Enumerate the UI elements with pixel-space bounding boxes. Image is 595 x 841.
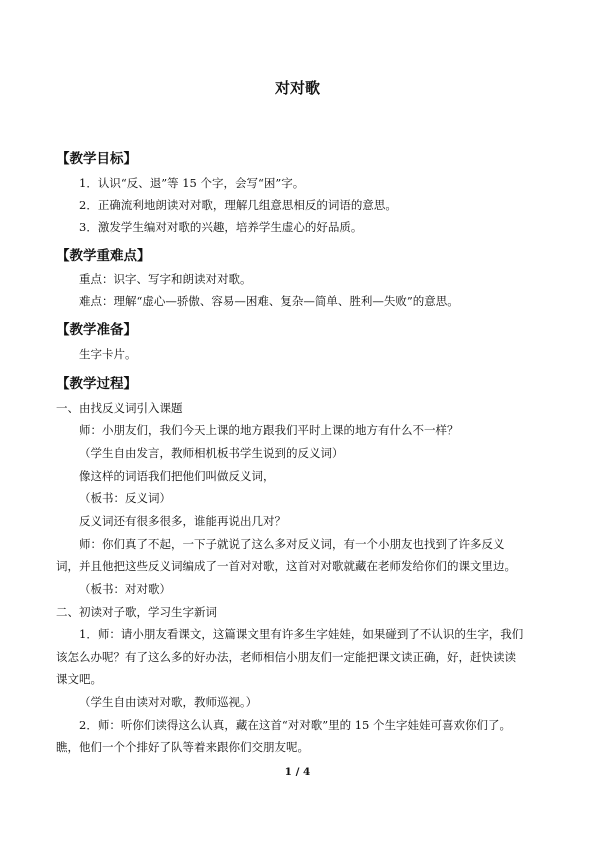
process-line-6: 反义词还有很多很多，谁能再说出几对？	[79, 514, 286, 528]
document-title: 对对歌	[274, 79, 320, 97]
goal-line-2: 2．正确流利地朗读对对歌，理解几组意思相反的词语的意思。	[79, 198, 397, 212]
process-line-13: 课文吧。	[56, 672, 102, 686]
goal-line-3: 3．激发学生编对对歌的兴趣，培养学生虚心的好品质。	[79, 220, 363, 234]
process-line-5: （板书：反义词）	[79, 491, 171, 505]
process-line-11: 1．师：请小朋友看课文，这篇课文里有许多生字娃娃，如果碰到了不认识的生字，我们	[79, 627, 524, 641]
heading-preparation: 【教学准备】	[56, 322, 137, 338]
process-line-7: 师：你们真了不起，一下子就说了这么多对反义词，有一个小朋友也找到了许多反义	[79, 537, 505, 551]
process-line-9: （板书：对对歌）	[79, 582, 171, 596]
process-line-8: 词，并且他把这些反义词编成了一首对对歌，这首对对歌就藏在老师发给你们的课文里边。	[56, 559, 516, 573]
goal-line-1: 1．认识“反、退”等 15 个字，会写“困”字。	[79, 176, 305, 190]
heading-key-points: 【教学重难点】	[56, 248, 151, 264]
process-line-3: （学生自由发言，教师相机板书学生说到的反义词）	[79, 446, 344, 460]
key-point-line-2: 难点：理解“虚心—骄傲、容易—困难、复杂—简单、胜利—失败”的意思。	[79, 294, 459, 308]
heading-goals: 【教学目标】	[56, 151, 137, 167]
process-line-12: 该怎么办呢？有了这么多的好办法，老师相信小朋友们一定能把课文读正确，好，赶快读读	[56, 650, 516, 664]
process-line-14: （学生自由读对对歌，教师巡视。）	[79, 695, 258, 709]
process-line-2: 师：小朋友们，我们今天上课的地方跟我们平时上课的地方有什么不一样？	[79, 423, 459, 437]
key-point-line-1: 重点：识字、写字和朗读对对歌。	[79, 272, 252, 286]
page-number: 1 / 4	[284, 766, 311, 778]
process-line-15: 2．师：听你们读得这么认真，藏在这首“对对歌”里的 15 个生字娃娃可喜欢你们了。	[79, 718, 512, 732]
process-line-1: 一、由找反义词引入课题	[56, 401, 183, 415]
process-line-10: 二、初读对子歌，学习生字新词	[56, 605, 217, 619]
preparation-line-1: 生字卡片。	[79, 347, 137, 361]
heading-process: 【教学过程】	[56, 376, 137, 392]
process-line-16: 瞧，他们一个个排好了队等着来跟你们交朋友呢。	[56, 740, 309, 754]
process-line-4: 像这样的词语我们把他们叫做反义词，	[79, 469, 275, 483]
